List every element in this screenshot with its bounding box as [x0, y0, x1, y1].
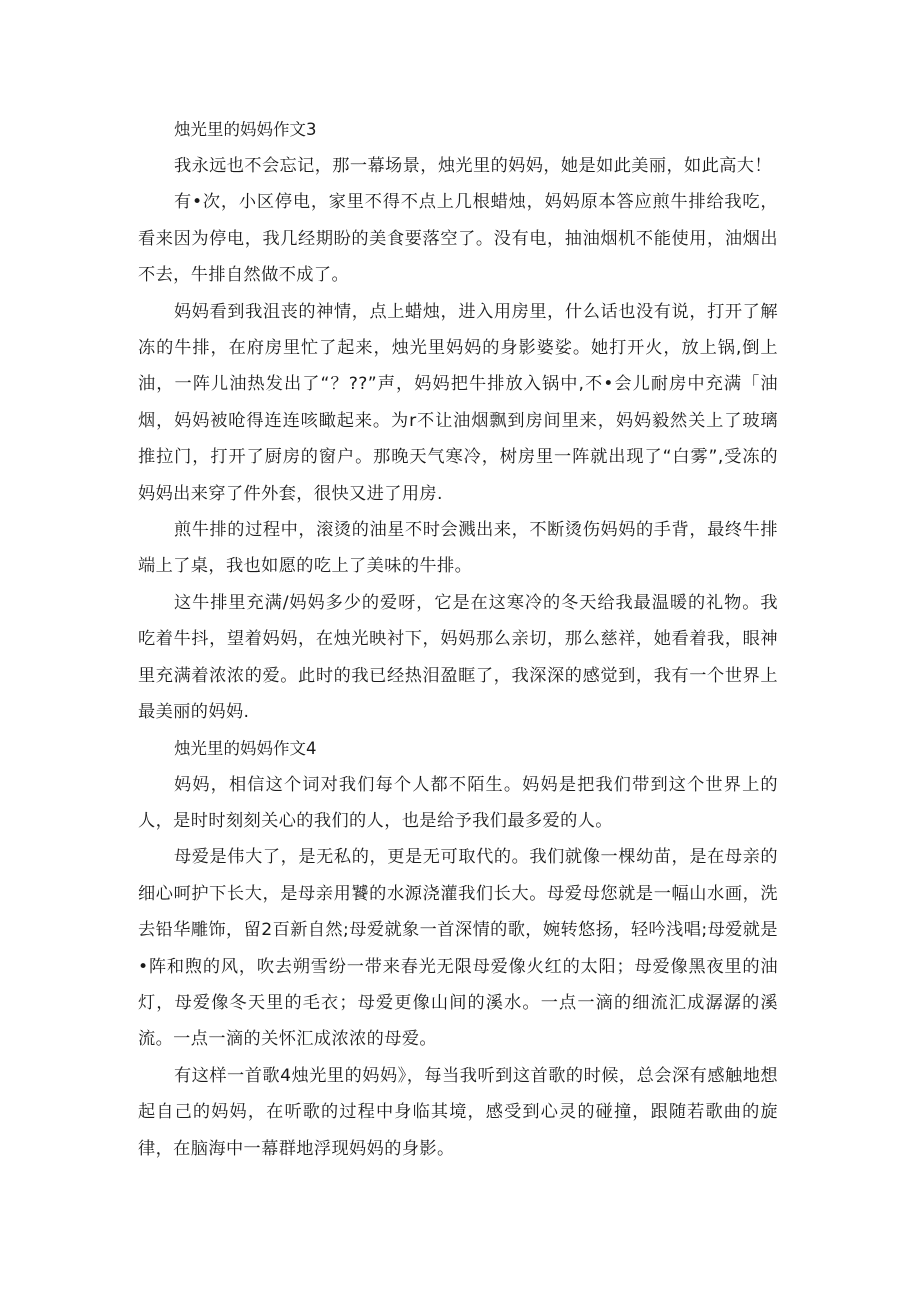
paragraph: 我永远也不会忘记，那一幕场景，烛光里的妈妈，她是如此美丽，如此高大！	[174, 156, 772, 176]
paragraph: 妈妈看到我沮丧的神情，点上蜡烛，进入用房里，什么话也没有说，打开了解冻的牛排，在府房里忙了起来，烛光里妈妈的身影婆娑。她打开火，放上锅,倒上油，一阵儿油热发出了“？??”声，妈妈把牛排放入锅中,不•会儿耐房中充满「油烟，妈妈被呛得连连咳瞰起来。为r不让油烟飘到房间里来，妈妈毅然关上了玻璃推拉门，打开了厨房的窗户。那晚天气寒冷，树房里一阵就出现了“白雾”,受冻的妈妈出来穿了件外套，很快又进了用房.	[138, 301, 778, 504]
paragraph: 煎牛排的过程中，滚烫的油星不时会溅出来，不断烫伤妈妈的手背，最终牛排端上了桌，我也如愿的吃上了美味的牛排。	[138, 520, 778, 577]
paragraph: 有这样一首歌4烛光里的妈妈》，每当我听到这首歌的时候，总会深有感触地想起自己的妈妈，在听歌的过程中身临其境，感受到心灵的碰撞，跟随若歌曲的旋律，在脑海中一幕群地浮现妈妈的身影。	[138, 1065, 778, 1159]
paragraph: 妈妈，相信这个词对我们每个人都不陌生。妈妈是把我们带到这个世界上的人，是时时刻刻关心的我们的人，也是给予我们最多爱的人。	[138, 774, 778, 831]
section-title: 烛光里的妈妈作文4	[174, 738, 317, 758]
document-body	[138, 112, 778, 1167]
paragraph: 有•次，小区停电，家里不得不点上几根蜡烛，妈妈原本答应煎牛排给我吃，看来因为停电，我几经期盼的美食要落空了。没有电，抽油烟机不能使用，油烟出不去，牛排自然做不成了。	[138, 192, 778, 286]
section-title: 烛光里的妈妈作文3	[174, 120, 317, 139]
paragraph: 这牛排里充满/妈妈多少的爱呀，它是在这寒冷的冬天给我最温暖的礼物。我吃着牛抖，望着妈妈，在烛光映衬下，妈妈那么亲切，那么慈祥，她看着我，眼神里充满着浓浓的爱。此时的我已经热泪盈眶了，我深深的感觉到，我有一个世界上最美丽的妈妈.	[138, 592, 778, 723]
paragraph: 母爱是伟大了，是无私的，更是无可取代的。我们就像一棵幼苗，是在母亲的细心呵护下长大，是母亲用饕的水源浇灌我们长大。母爱母您就是一幅山水画，洗去铅华雕饰，留2百新自然;母爱就象一首深情的歌，婉转悠扬，轻吟浅唱;母爱就是•阵和煦的风，吹去朔雪纷一带来春光无限母爱像火红的太阳；母爱像黑夜里的油灯，母爱像冬天里的毛衣；母爱更像山间的溪水。一点一滴的细流汇成潺潺的溪流。一点一滴的关怀汇成浓浓的母爱。	[138, 847, 778, 1050]
